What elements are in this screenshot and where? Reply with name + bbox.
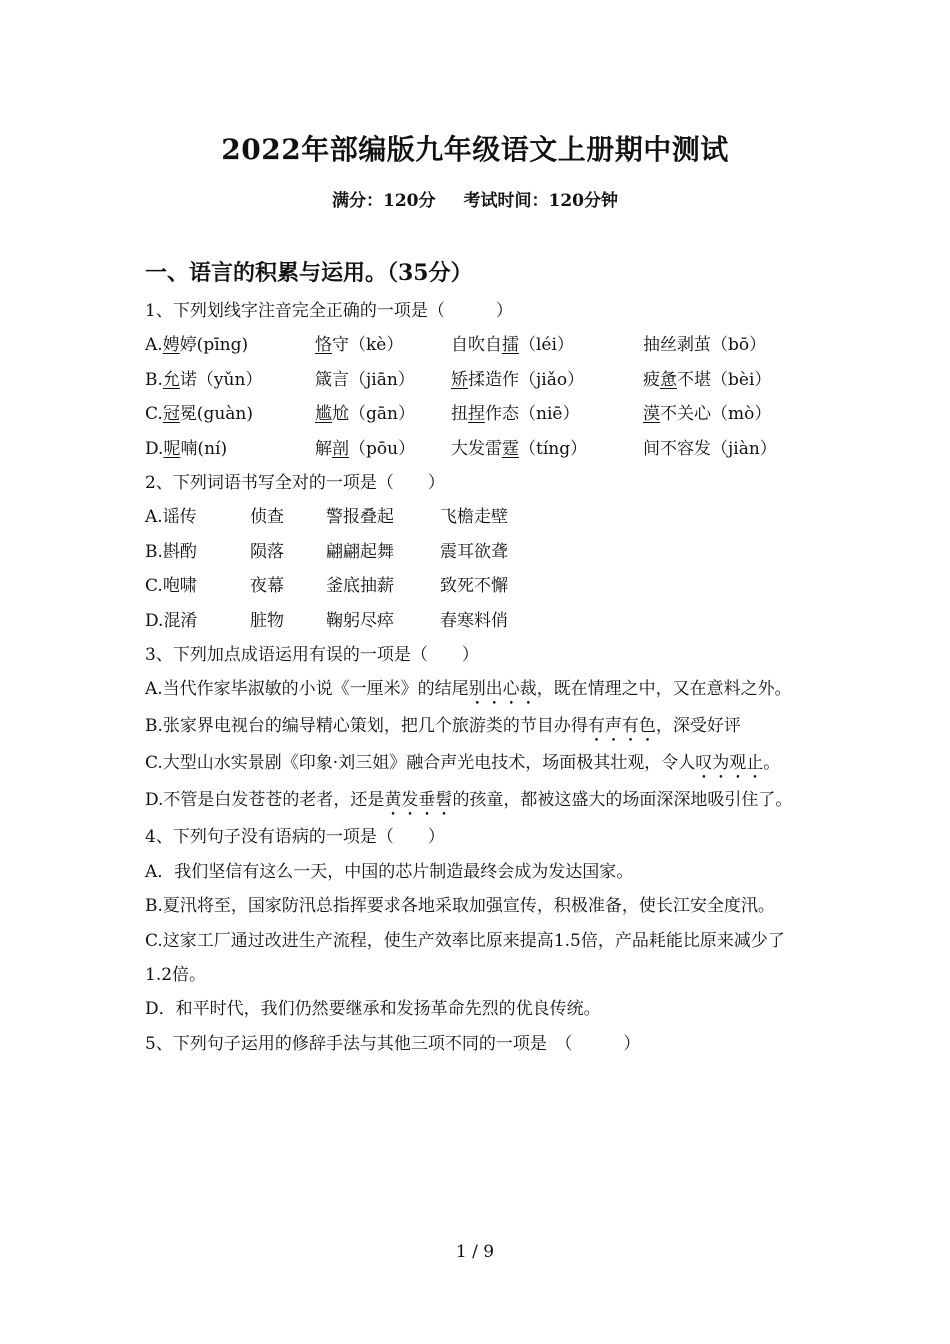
- option-word: 釜底抽薪: [326, 576, 394, 597]
- word: 斟酌: [162, 541, 197, 562]
- word: 混淆: [163, 610, 198, 631]
- dotted-idiom: 别出心裁: [468, 679, 537, 700]
- q1-option-cell: [145, 432, 315, 466]
- underlined-char: 冠: [162, 404, 180, 425]
- plain-text: 疲: [643, 369, 660, 390]
- underlined-char: 漠: [643, 404, 660, 425]
- option-word: [145, 535, 250, 569]
- pinyin-text: 不关心（mò）: [660, 404, 772, 425]
- exam-info: [0, 186, 950, 211]
- q4-option: D．和平时代，我们仍然要继承和发扬革命先烈的优良传统。: [145, 999, 601, 1020]
- dotted-idiom: 黄发垂髫: [384, 790, 453, 811]
- option-label: A.: [145, 507, 163, 528]
- option-text: C.大型山水实景剧《印象·刘三姐》融合声光电技术，场面极其壮观，令人: [145, 753, 696, 774]
- full-score: 满分：120分: [332, 191, 436, 211]
- pinyin-text: 喃(ní): [180, 438, 228, 459]
- underlined-char: 霆: [502, 438, 519, 459]
- plain-text: 大发雷: [451, 438, 502, 459]
- dotted-idiom: 叹为观止: [695, 753, 764, 774]
- q2-option-row: [145, 604, 810, 638]
- q1-option-cell: [315, 363, 451, 397]
- option-word: 脏物: [250, 610, 284, 631]
- q1-option-cell: [643, 328, 810, 362]
- option-text: D.不管是白发苍苍的老者，还是: [145, 790, 385, 811]
- word: 咆啸: [162, 576, 197, 597]
- option-text: ，深受好评: [655, 716, 741, 737]
- q1-option-cell: [451, 432, 643, 466]
- question-3-stem: 3、下列加点成语运用有误的一项是（ ）: [145, 644, 479, 665]
- pinyin-text: （tíng）: [519, 438, 588, 459]
- option-word: 震耳欲聋: [440, 541, 508, 562]
- option-text: B.张家界电视台的编导精心策划，把几个旅游类的节目办得: [145, 716, 588, 737]
- plain-text: 自吹自: [451, 335, 502, 356]
- question-5-stem: 5、下列句子运用的修辞手法与其他三项不同的一项是 （ ）: [145, 1033, 641, 1054]
- plain-text: 解: [315, 438, 332, 459]
- q1-option-cell: [145, 328, 315, 362]
- question-1-stem: 1、下列划线字注音完全正确的一项是（ ）: [145, 301, 513, 321]
- q1-option-cell: [145, 397, 315, 431]
- q1-option-cell: [451, 397, 643, 431]
- option-label: A.: [145, 335, 163, 356]
- q3-option: [145, 783, 810, 820]
- q1-option-cell: [451, 363, 643, 397]
- underlined-char: 矫: [451, 369, 468, 390]
- pinyin-text: 不堪（bèi）: [677, 369, 772, 390]
- option-word: 致死不懈: [440, 576, 508, 597]
- option-word: [145, 569, 250, 603]
- option-word: [145, 500, 250, 534]
- underlined-char: 允: [162, 369, 180, 390]
- q1-option-cell: [643, 432, 810, 466]
- underlined-char: 呢: [163, 438, 181, 459]
- q1-option-row: [145, 432, 810, 466]
- q1-option-row: [145, 363, 810, 397]
- pinyin-text: 诺（yǔn）: [179, 369, 263, 390]
- underlined-char: 恪: [315, 335, 332, 356]
- q1-option-row: [145, 328, 810, 362]
- q1-option-cell: [315, 432, 451, 466]
- option-word: 侦查: [250, 507, 284, 528]
- pinyin-text: 尬（gān）: [332, 404, 415, 425]
- option-text: ，既在情理之中，又在意料之外。: [536, 679, 792, 700]
- page-title: 2022年部编版九年级语文上册期中测试: [221, 133, 729, 166]
- pinyin-text: 守（kè）: [332, 335, 404, 356]
- question-content: [145, 294, 810, 1061]
- pinyin-text: 婷(pīng): [179, 335, 249, 356]
- underlined-char: 捏: [468, 404, 485, 425]
- option-label: D.: [145, 438, 164, 459]
- option-word: 鞠躬尽瘁: [326, 610, 394, 631]
- option-text: A.当代作家毕淑敏的小说《一厘米》的结尾: [145, 679, 469, 700]
- option-label: B.: [145, 369, 163, 390]
- q1-option-cell: [315, 328, 451, 362]
- exam-time: 考试时间：120分钟: [463, 191, 618, 211]
- option-label: B.: [145, 541, 163, 562]
- plain-text: 扭: [451, 404, 468, 425]
- option-text: 。: [763, 753, 781, 774]
- question-4-stem: 4、下列句子没有语病的一项是（ ）: [145, 827, 445, 848]
- option-word: 夜幕: [250, 576, 284, 597]
- option-word: 陨落: [250, 541, 284, 562]
- option-word: 警报叠起: [326, 507, 394, 528]
- q2-option-row: [145, 569, 810, 603]
- underlined-char: 剖: [332, 438, 349, 459]
- pinyin-text: （pōu）: [349, 438, 416, 459]
- page-number: 1 / 9: [455, 1242, 495, 1262]
- q1-option-cell: [451, 328, 643, 362]
- section-heading: 一、语言的积累与运用。（35分）: [145, 260, 473, 286]
- pinyin-text: （léi）: [519, 335, 574, 356]
- q2-option-row: [145, 535, 810, 569]
- underlined-char: 擂: [502, 335, 519, 356]
- question-1-options: [145, 328, 810, 466]
- q4-option: A．我们坚信有这么一天，中国的芯片制造最终会成为发达国家。: [145, 861, 634, 882]
- q1-option-cell: [315, 397, 451, 431]
- q4-option: B.夏汛将至，国家防汛总指挥要求各地采取加强宣传，积极准备，使长江安全度汛。: [145, 896, 775, 917]
- q2-option-row: [145, 500, 810, 534]
- option-label: C.: [145, 404, 163, 425]
- q3-option: [145, 709, 810, 746]
- question-2-stem: 2、下列词语书写全对的一项是（ ）: [145, 472, 445, 493]
- option-label: C.: [145, 576, 163, 597]
- underlined-char: 惫: [660, 369, 677, 390]
- word: 谣传: [162, 507, 197, 528]
- q1-option-cell: [145, 363, 315, 397]
- plain-text: 间不容发（jiàn）: [643, 438, 777, 459]
- pinyin-text: 揉造作（jiǎo）: [468, 369, 585, 390]
- plain-text: 箴言（jiān）: [315, 369, 415, 390]
- underlined-char: 娉: [162, 335, 180, 356]
- dotted-idiom: 有声有色: [587, 716, 656, 737]
- q1-option-row: [145, 397, 810, 431]
- q4-option: C.这家工厂通过改进生产流程，使生产效率比原来提高1.5倍，产品耗能比原来减少了1.2倍。: [145, 930, 785, 985]
- option-label: D.: [145, 610, 164, 631]
- q1-option-cell: [643, 397, 810, 431]
- option-text: 的孩童，都被这盛大的场面深深地吸引住了。: [452, 790, 793, 811]
- option-word: 翩翩起舞: [326, 541, 394, 562]
- option-word: [145, 604, 250, 638]
- q1-option-cell: [643, 363, 810, 397]
- option-word: 春寒料俏: [440, 610, 508, 631]
- q3-option: [145, 746, 810, 783]
- pinyin-text: 作态（niē）: [485, 404, 580, 425]
- plain-text: 抽丝剥茧（bō）: [643, 335, 767, 356]
- underlined-char: 尴: [315, 404, 332, 425]
- q3-option: [145, 672, 810, 709]
- option-word: 飞檐走壁: [440, 507, 508, 528]
- pinyin-text: 冕(guàn): [179, 404, 253, 425]
